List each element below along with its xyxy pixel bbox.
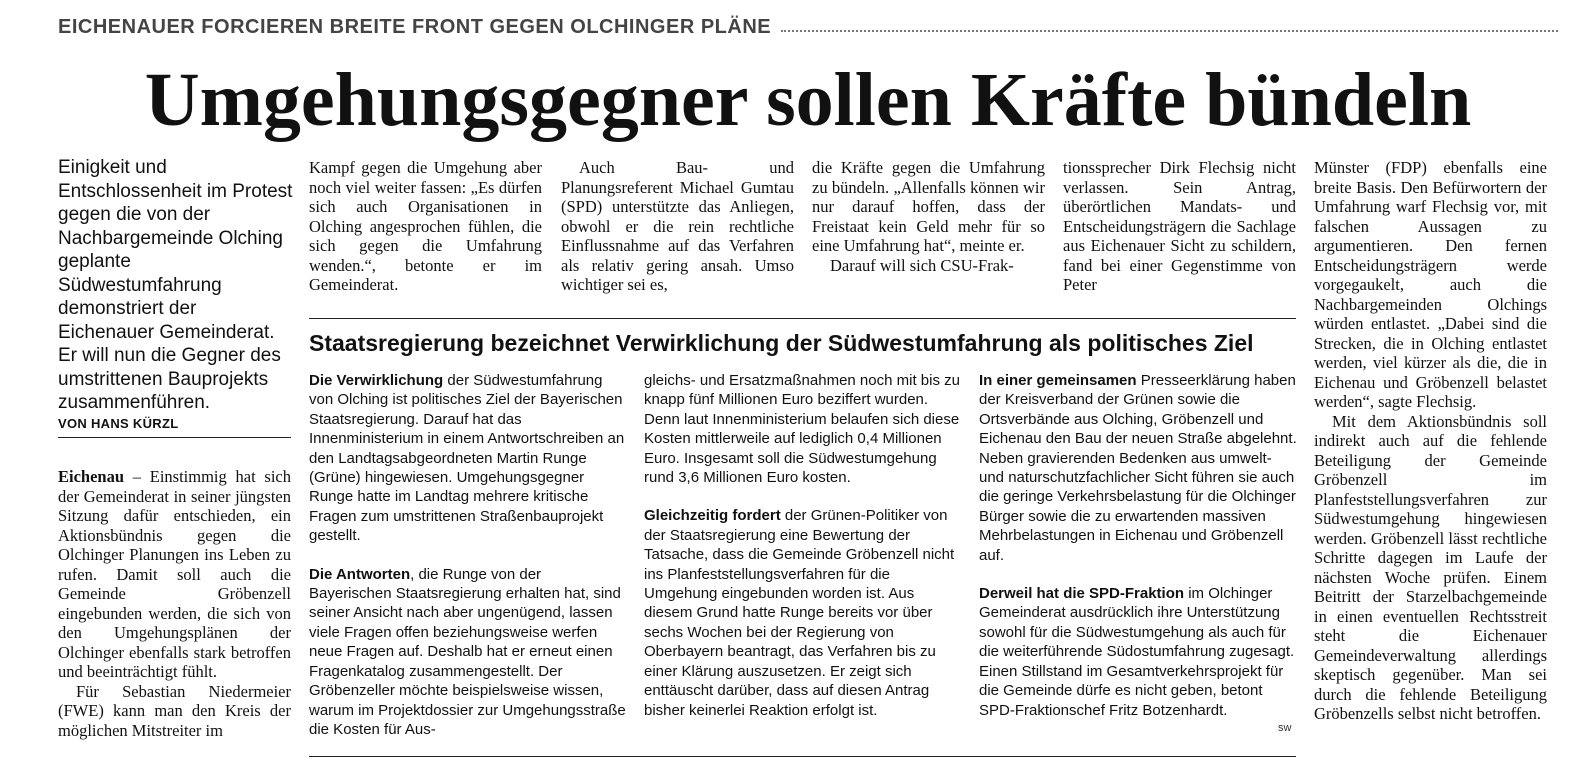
box-column-1	[309, 371, 627, 758]
article-column-6	[1314, 158, 1547, 724]
kicker-text: EICHENAUER FORCIEREN BREITE FRONT GEGEN OLCHINGER PLÄNE	[58, 16, 772, 38]
box-signature: sw	[1278, 722, 1292, 734]
box-top-rule	[309, 318, 1296, 319]
box-column-3-paragraph-2: Derweil hat die SPD-Fraktion im Olchinger Gemeinderat ausdrücklich ihre Unterstützung sowohl für die Südwestumgehung als auch für die weiterführende Südostumfahrung zugesagt. Einen Stillstand im Gesamtverkehrsprojekt für die Gemeinde dürfe es nicht geben, betont SPD-Fraktionschef Fritz Botzenhardt.	[979, 585, 1295, 719]
column-4-paragraph-2: Darauf will sich CSU-Frak-	[830, 255, 1014, 275]
column-1-paragraph-2: Für Sebastian Niedermeier (FWE) kann man den Kreis der möglichen Mitstreiter im	[58, 681, 291, 740]
column-4-paragraph-1: die Kräfte gegen die Umfahrung zu bündeln. „Allenfalls können wir nur darauf hoffen, dass der Freistaat kein Geld mehr für so eine Umfahrung hat“, meinte er.	[812, 158, 1045, 255]
headline: Umgehungsgegner sollen Kräfte bündeln	[144, 58, 1472, 142]
box-lead-in: Derweil hat die SPD-Fraktion	[979, 585, 1185, 603]
box-title: Staatsregierung bezeichnet Verwirklichung der Südwestumfahrung als politisches Ziel	[309, 330, 1254, 356]
column-2-paragraph-1: Kampf gegen die Umgehung aber noch viel weiter fassen: „Es dürfen sich auch Organisationen in Olching angesprochen fühlen, die sich gegen die Umfahrung wenden.“, betonte er im Gemeinderat.	[309, 158, 542, 294]
box-column-2-paragraph-2: Gleichzeitig fordert der Grünen-Politiker von der Staatsregierung eine Bewertung der Tatsache, dass die Gemeinde Gröbenzell nicht ins Planfeststellungsverfahren für die Umgehung eingebunden worden ist. Aus diesem Grund hatte Runge bereits vor über sechs Wochen bei der Regierung von Oberbayern beantragt, das Verfahren bis zu einer Klärung auszusetzen. Er zeigt sich enttäuscht darüber, dass auf diesen Antrag bisher keinerlei Reaktion erfolgt ist.	[644, 507, 955, 719]
article-column-1	[58, 467, 291, 740]
box-lead-in: Die Verwirklichung	[309, 372, 444, 389]
box-column-1-paragraph-1: Die Verwirklichung der Südwestumfahrung von Olching ist politisches Ziel der Bayerischen Staatsregierung. Darauf hat das Innenministerium in einem Antwortschreiben an den Landtagsabgeordneten Martin Runge (Grüne) hingewiesen. Umgehungsgegner Runge hatte im Landtag mehrere kritische Fragen zum umstrittenen Straßenbauprojekt gestellt.	[309, 372, 625, 545]
box-column-1-paragraph-2: Die Antworten, die Runge von der Bayerischen Staatsregierung erhalten hat, sind seiner Ansicht nach aber ungenügend, lassen viele Fragen offen beziehungsweise werfen neue Fragen auf. Deshalb hat er erneut einen Fragenkatalog zusammengestellt. Der Gröbenzeller möchte beispielsweise wissen, warum im Projektdossier zur Umgehungsstraße die Kosten für Aus-	[309, 565, 626, 738]
box-bottom-rule	[309, 756, 1296, 757]
box-column-2	[644, 371, 962, 739]
box-lead-in: In einer gemeinsamen	[979, 372, 1137, 389]
box-lead-in: Gleichzeitig fordert	[644, 507, 781, 525]
column-6-paragraph-1: Münster (FDP) ebenfalls eine breite Basis. Den Befürwortern der Umfahrung warf Flechsig vor, mit falschen Aussagen zu argumentieren. Den fernen Entscheidungsträgern werde vorgegaukelt, auch die Nachbargemeinden Olchings würden entlastet. „Dabei sind die Strecken, die in Olching entlastet werden, viel kürzer als die, die in Eichenau und Gröbenzell belastet werden“, sagte Flechsig.	[1314, 158, 1547, 411]
box-column-3-paragraph-1: In einer gemeinsamen Presseerklärung haben der Kreisverband der Grünen sowie die Ortsverbände aus Olching, Gröbenzell und Eichenau den Bau der neuen Straße abgelehnt. Neben gravierenden Bedenken aus umwelt- und naturschutzfachlicher Sicht führen sie auch die geringe Verkehrsbelastung für die Olchinger Bürger sowie die zu erwartenden massiven Mehrbelastungen in Eichenau und Gröbenzell auf.	[979, 372, 1297, 564]
article-column-4	[812, 158, 1045, 275]
article-column-5	[1063, 158, 1296, 295]
dateline: Eichenau	[58, 467, 125, 486]
kicker	[58, 16, 1558, 39]
box-column-2-paragraph-1: gleichs- und Ersatzmaßnahmen noch mit bis zu knapp fünf Millionen Euro beziffert wurden. Denn laut Innenministerium belaufen sich diese Kosten mittlerweile auf lediglich 0,4 Millionen Euro. Insgesamt soll die Südwestumgehung rund 3,6 Millionen Euro kosten.	[644, 372, 960, 487]
column-6-paragraph-2: Mit dem Aktionsbündnis soll indirekt auch auf die fehlende Beteiligung der Gemeinde Gröbenzell im Planfeststellungsverfahren zur Südwestumgehung hingewiesen werden. Gröbenzell lässt rechtliche Schritte dagegen im Laufe der nächsten Woche prüfen. Einem Beitritt der Starzelbachgemeinde in einen eventuellen Rechtsstreit steht die Eichenauer Gemeindeverwaltung allerdings skeptisch gegenüber. Man sei durch die fehlende Beteiligung Gröbenzells selbst nicht betroffen.	[1314, 411, 1547, 723]
column-5-paragraph-1: tionssprecher Dirk Flechsig nicht verlassen. Sein Antrag, überörtlichen Mandats- und Entscheidungsträgern die Sachlage aus Eichenauer Sicht zu schildern, fand bei einer Gegenstimme von Peter	[1063, 158, 1296, 294]
column-1-paragraph-1: Eichenau – Einstimmig hat sich der Gemeinderat in seiner jüngsten Sitzung dafür entschieden, ein Aktionsbündnis gegen die Olchinger Planungen ins Leben zu rufen. Damit soll auch die Gemeinde Gröbenzell eingebunden werden, die sich von den Umgehungsplänen der Olchinger ebenfalls stark betroffen und beeinträchtigt fühlt.	[58, 467, 291, 681]
column-3-paragraph-1: Auch Bau- und Planungsreferent Michael Gumtau (SPD) unterstützte das Anliegen, obwohl er die rein rechtliche Einflussnahme auf das Verfahren als relativ gering ansah. Umso wichtiger sei es,	[561, 158, 794, 294]
lead-paragraph: Einigkeit und Entschlossenheit im Protest gegen die von der Nachbargemeinde Olching geplante Südwestumfahrung demonstriert der Eichenauer Gemeinderat. Er will nun die Gegner des umstrittenen Bauprojekts zusammenführen.	[58, 157, 293, 413]
author-byline: VON HANS KÜRZL	[58, 416, 291, 438]
box-column-3	[979, 371, 1297, 739]
article-column-2	[309, 158, 542, 295]
box-lead-in: Die Antworten	[309, 565, 411, 583]
kicker-dotted-rule	[781, 30, 1558, 32]
article-column-3	[561, 158, 794, 295]
